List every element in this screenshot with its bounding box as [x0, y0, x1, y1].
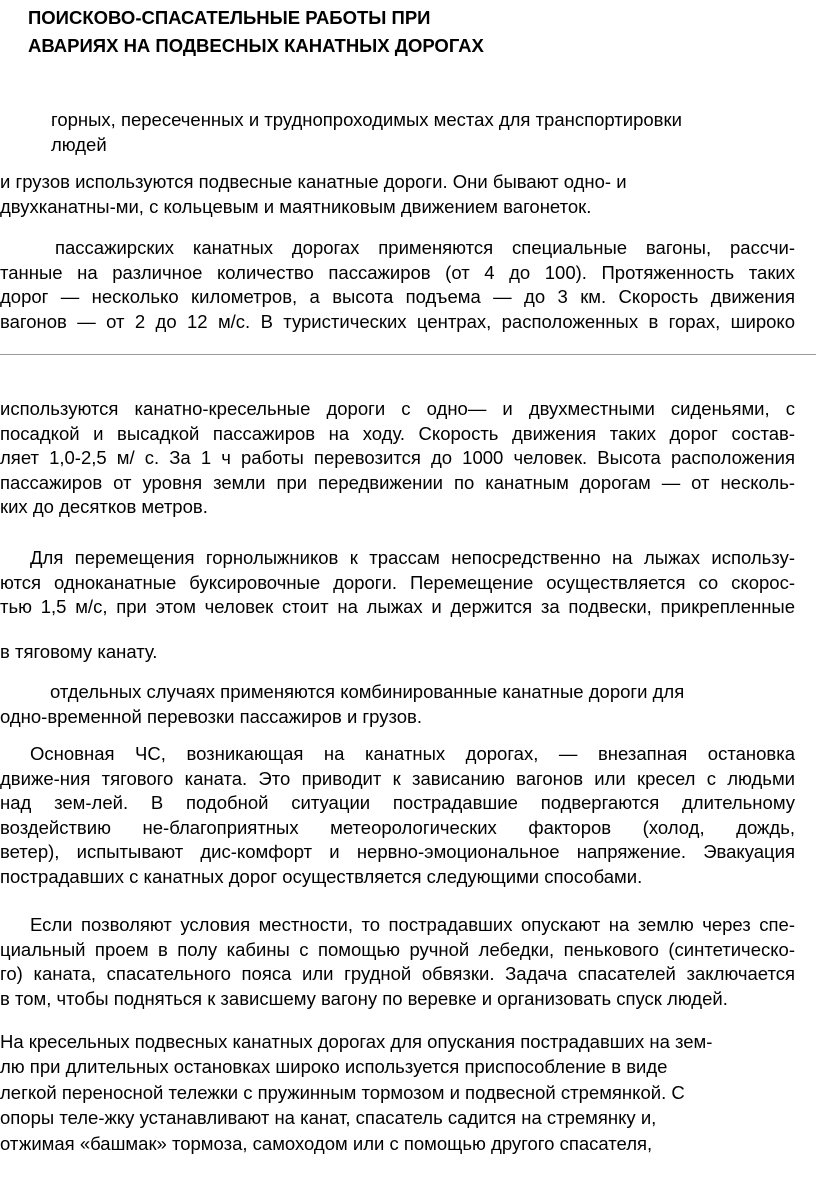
paragraph-chairlift-trolley: [0, 1029, 790, 1156]
text-line: го) каната, спасательного пояса или грудной обвязки. Задача спасателей заключается: [0, 963, 795, 985]
text-line: в тяговому канату.: [0, 641, 158, 662]
paragraph-combined-roads: [0, 680, 780, 729]
paragraph-traction-rope: [0, 640, 600, 665]
text-line: посадкой и высадкой пассажиров на ходу. Скорость движения таких дорог состав-: [0, 422, 795, 444]
text-line: отжимая «башмак» тормоза, самоходом или с помощью другого спасателя,: [0, 1132, 653, 1154]
title-line-1: ПОИСКОВО-СПАСАТЕЛЬНЫЕ РАБОТЫ ПРИ: [28, 7, 431, 28]
text-line: легкой переносной тележки с пружинным тормозом и подвесной стремянкой. С: [0, 1081, 685, 1103]
text-line: ляет 1,0-2,5 м/ с. За 1 ч работы перевозится до 1000 человек. Высота расположения: [0, 447, 795, 469]
text-line: используются канатно-кресельные дороги с одно— и двухместными сиденьями, с: [0, 398, 795, 419]
paragraph-passenger-roads: [0, 236, 795, 334]
title-line-2: АВАРИЯХ НА ПОДВЕСНЫХ КАНАТНЫХ ДОРОГАХ: [28, 35, 484, 56]
text-line: циальный проем в полу кабины с помощью ручной лебедки, пенькового (синтетическо-: [0, 938, 795, 960]
text-line: пассажирских канатных дорогах применяются специальные вагоны, рассчи-: [55, 237, 795, 258]
text-line: пассажиров от уровня земли при передвижении по канатным дорогам — от несколь-: [0, 471, 795, 493]
text-line: ются одноканатные буксировочные дороги. Перемещение осуществляется со скорос-: [0, 571, 795, 593]
text-line: Основная ЧС, возникающая на канатных дорогах, — внезапная остановка: [30, 743, 795, 764]
text-line: тью 1,5 м/с, при этом человек стоит на лыжах и держится за подвески, прикрепленные: [0, 596, 795, 618]
paragraph-ski-tows: [0, 546, 795, 620]
text-line: ких до десятков метров.: [0, 496, 208, 518]
text-line: пострадавших с канатных дорог осуществляется следующими способами.: [0, 865, 643, 887]
document-title: [28, 4, 728, 60]
paragraph-lowering-method: [0, 913, 795, 1011]
text-line: одно-временной перевозки пассажиров и грузов.: [0, 705, 423, 727]
text-line: вагонов — от 2 до 12 м/с. В туристических центрах, расположенных в горах, широко: [0, 310, 795, 332]
text-line: отдельных случаях применяются комбинированные канатные дороги для: [50, 681, 685, 702]
text-line: над зем-лей. В подобной ситуации пострадавшие подвергаются длительному: [0, 792, 795, 814]
paragraph-chairlifts: [0, 397, 795, 520]
text-line: и грузов используются подвесные канатные дороги. Они бывают одно- и: [0, 171, 627, 192]
text-line: Если позволяют условия местности, то пострадавших опускают на землю через спе-: [30, 914, 795, 935]
text-line: опоры теле-жку устанавливают на канат, спасатель садится на стремянку и,: [0, 1107, 657, 1129]
text-line: движе-ния тягового каната. Это приводит к зависанию вагонов или кресел с людьми: [0, 767, 795, 789]
text-line: лю при длительных остановках широко используется приспособление в виде: [0, 1056, 668, 1078]
text-line: воздействию не-благоприятных метеорологических факторов (холод, дождь,: [0, 816, 795, 838]
text-line: в том, чтобы подняться к зависшему вагону по веревке и организовать спуск людей.: [0, 987, 728, 1009]
page-divider: [0, 354, 816, 355]
paragraph-mountain-transport: [51, 108, 751, 157]
text-line: двухканатны-ми, с кольцевым и маятниковым движением вагонеток.: [0, 195, 592, 217]
text-line: дорог — несколько километров, а высота подъема — до 3 км. Скорость движения: [0, 286, 795, 308]
text-line: На кресельных подвесных канатных дорогах для опускания пострадавших на зем-: [0, 1031, 713, 1052]
text-line: Для перемещения горнолыжников к трассам непосредственно на лыжах использу-: [30, 547, 795, 568]
text-line: горных, пересеченных и труднопроходимых местах для транспортировки: [51, 109, 682, 130]
paragraph-emergency: [0, 742, 795, 890]
text-line: ветер), испытывают дис-комфорт и нервно-эмоциональное напряжение. Эвакуация: [0, 841, 795, 863]
paragraph-cable-types: [0, 170, 720, 219]
text-line: танные на различное количество пассажиров (от 4 до 100). Протяженность таких: [0, 261, 795, 283]
text-line: людей: [51, 133, 107, 155]
